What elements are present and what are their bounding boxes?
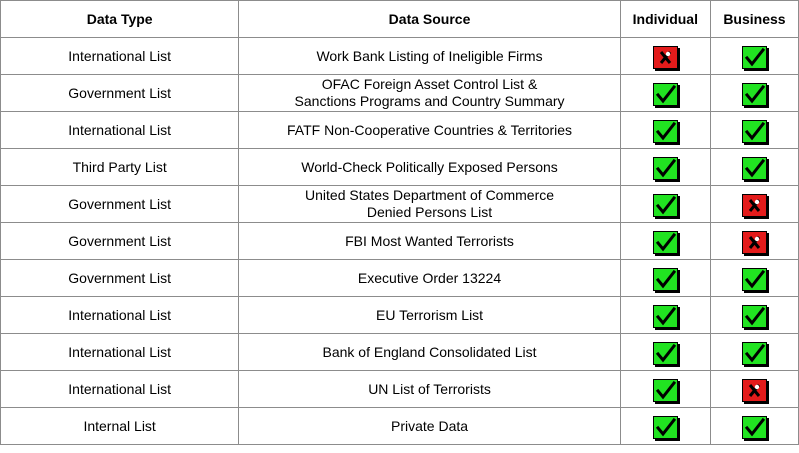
check-mark-icon — [742, 342, 767, 365]
data-source-cell — [239, 334, 620, 371]
table-row — [1, 149, 799, 186]
business-status-cell — [710, 371, 798, 408]
x-glyph — [654, 47, 677, 68]
check-mark-icon — [653, 120, 678, 143]
check-glyph — [654, 306, 677, 327]
business-status-cell — [710, 260, 798, 297]
individual-status-cell — [620, 38, 710, 75]
check-mark-icon — [742, 46, 767, 69]
check-glyph — [743, 417, 766, 438]
data-source-line: Executive Order 13224 — [357, 269, 502, 286]
table-row — [1, 371, 799, 408]
check-mark-icon — [742, 268, 767, 291]
header-individual: Individual — [620, 1, 710, 38]
check-mark-icon — [742, 416, 767, 439]
header-data-type: Data Type — [1, 1, 239, 38]
data-type-cell: International List — [1, 112, 239, 149]
individual-status-cell — [620, 112, 710, 149]
business-status-cell — [710, 38, 798, 75]
data-type-cell: Government List — [1, 223, 239, 260]
check-glyph — [743, 269, 766, 290]
check-glyph — [654, 121, 677, 142]
data-source-cell — [239, 38, 620, 75]
check-mark-icon — [653, 379, 678, 402]
table-row — [1, 334, 799, 371]
x-mark-icon — [742, 231, 767, 254]
data-type-cell: International List — [1, 297, 239, 334]
data-source-line: OFAC Foreign Asset Control List & — [321, 76, 538, 92]
data-source-cell — [239, 186, 620, 223]
data-type-cell: Government List — [1, 186, 239, 223]
table-row — [1, 297, 799, 334]
data-source-line: Private Data — [391, 417, 469, 434]
data-source-line: Sanctions Programs and Country Summary — [294, 93, 565, 109]
check-glyph — [654, 195, 677, 216]
data-source-line: FBI Most Wanted Terrorists — [345, 232, 514, 249]
individual-status-cell — [620, 334, 710, 371]
check-glyph — [743, 158, 766, 179]
data-source-line: FATF Non-Cooperative Countries & Territories — [287, 121, 573, 138]
data-source-line: EU Terrorism List — [375, 306, 484, 323]
check-mark-icon — [653, 342, 678, 365]
data-source-line: World-Check Politically Exposed Persons — [301, 158, 558, 175]
data-source-cell — [239, 408, 620, 445]
individual-status-cell — [620, 408, 710, 445]
check-glyph — [654, 343, 677, 364]
table-row — [1, 112, 799, 149]
individual-status-cell — [620, 149, 710, 186]
check-mark-icon — [653, 157, 678, 180]
data-source-cell — [239, 112, 620, 149]
data-type-cell: Internal List — [1, 408, 239, 445]
data-type-cell: Third Party List — [1, 149, 239, 186]
x-mark-icon — [742, 194, 767, 217]
check-glyph — [654, 269, 677, 290]
data-type-cell: International List — [1, 371, 239, 408]
business-status-cell — [710, 297, 798, 334]
check-mark-icon — [653, 305, 678, 328]
check-mark-icon — [742, 120, 767, 143]
check-mark-icon — [653, 83, 678, 106]
data-type-cell: International List — [1, 334, 239, 371]
individual-status-cell — [620, 371, 710, 408]
business-status-cell — [710, 223, 798, 260]
data-source-cell — [239, 297, 620, 334]
data-source-cell — [239, 223, 620, 260]
check-mark-icon — [653, 194, 678, 217]
check-glyph — [743, 343, 766, 364]
data-source-line: Bank of England Consolidated List — [322, 343, 537, 360]
data-source-cell — [239, 260, 620, 297]
check-glyph — [654, 158, 677, 179]
x-mark-icon — [742, 379, 767, 402]
check-mark-icon — [653, 416, 678, 439]
check-glyph — [743, 47, 766, 68]
individual-status-cell — [620, 223, 710, 260]
check-mark-icon — [742, 157, 767, 180]
x-glyph — [743, 380, 766, 401]
table-row — [1, 223, 799, 260]
check-glyph — [654, 84, 677, 105]
check-glyph — [743, 306, 766, 327]
header-business: Business — [710, 1, 798, 38]
business-status-cell — [710, 149, 798, 186]
data-source-line: Work Bank Listing of Ineligible Firms — [316, 47, 543, 64]
table-row — [1, 75, 799, 112]
x-glyph — [743, 232, 766, 253]
data-source-cell — [239, 75, 620, 112]
individual-status-cell — [620, 297, 710, 334]
table-row — [1, 38, 799, 75]
data-type-cell: Government List — [1, 75, 239, 112]
check-mark-icon — [653, 231, 678, 254]
check-glyph — [743, 121, 766, 142]
data-type-cell: International List — [1, 38, 239, 75]
table-body — [1, 38, 799, 445]
business-status-cell — [710, 75, 798, 112]
check-mark-icon — [742, 83, 767, 106]
individual-status-cell — [620, 186, 710, 223]
check-glyph — [654, 380, 677, 401]
table-row — [1, 408, 799, 445]
header-data-source: Data Source — [239, 1, 620, 38]
individual-status-cell — [620, 260, 710, 297]
check-glyph — [743, 84, 766, 105]
business-status-cell — [710, 334, 798, 371]
data-source-line: UN List of Terrorists — [368, 380, 491, 397]
business-status-cell — [710, 186, 798, 223]
individual-status-cell — [620, 75, 710, 112]
check-mark-icon — [742, 305, 767, 328]
business-status-cell — [710, 408, 798, 445]
check-glyph — [654, 232, 677, 253]
header-row — [1, 1, 799, 38]
check-mark-icon — [653, 268, 678, 291]
check-glyph — [654, 417, 677, 438]
data-type-cell: Government List — [1, 260, 239, 297]
business-status-cell — [710, 112, 798, 149]
data-source-line: Denied Persons List — [366, 204, 493, 220]
table-row — [1, 186, 799, 223]
x-glyph — [743, 195, 766, 216]
data-source-cell — [239, 371, 620, 408]
x-mark-icon — [653, 46, 678, 69]
data-source-line: United States Department of Commerce — [305, 187, 555, 203]
table-row — [1, 260, 799, 297]
data-source-cell — [239, 149, 620, 186]
